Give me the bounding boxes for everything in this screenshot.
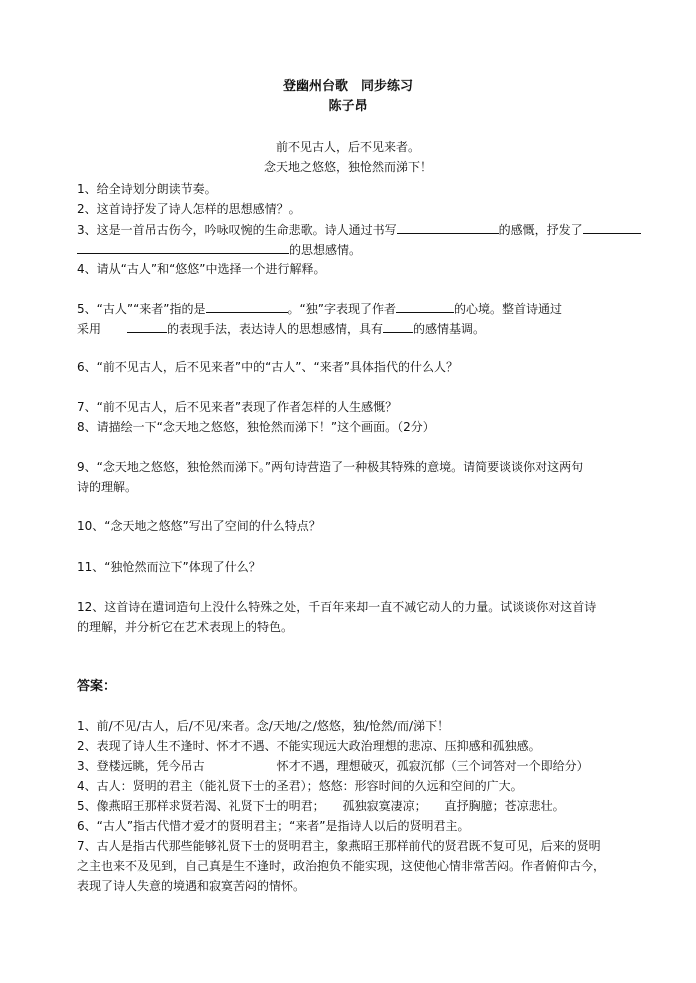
poem-line-2: 念天地之悠悠，独怆然而涕下！ — [263, 160, 432, 174]
question-1: 1、给全诗划分朗读节奏。 — [77, 182, 217, 196]
question-5-text-b: 。“独”字表现了作者 — [287, 302, 396, 316]
answer-4: 4、古人：贤明的君主（能礼贤下士的圣君）；悠悠：形容时间的久远和空间的广大。 — [77, 779, 523, 793]
worksheet-title: 登幽州台歌 同步练习 — [282, 79, 413, 94]
question-3-text-b: 的感慨，抒发了 — [498, 223, 583, 237]
answer-blank — [583, 221, 641, 234]
answer-blank — [206, 300, 288, 313]
question-5-line-1 — [77, 300, 562, 317]
question-3-line-2 — [77, 241, 361, 258]
question-5-text-a: 5、“古人”“来者”指的是 — [77, 302, 206, 316]
question-12-line-2: 的理解，并分析它在艺术表现上的特色。 — [77, 620, 294, 634]
question-12-line-1: 12、这首诗在遣词造句上没什么特殊之处，千百年来却一直不减它动人的力量。试谈谈你对这首诗 — [77, 600, 597, 614]
question-3-text-c: 的思想感情。 — [289, 243, 362, 257]
question-5-text-e: 的表现手法，表达诗人的思想感情，具有 — [167, 322, 384, 336]
question-5-line-2 — [77, 320, 485, 337]
answer-blank — [383, 320, 413, 333]
answer-7-line-3: 表现了诗人失意的境遇和寂寞苦闷的情怀。 — [77, 879, 306, 893]
question-5-text-f: 的感情基调。 — [413, 322, 486, 336]
answer-blank — [77, 241, 289, 254]
question-4: 4、请从“古人”和“悠悠”中选择一个进行解释。 — [77, 262, 326, 276]
answer-blank — [397, 221, 499, 234]
answer-blank — [396, 300, 454, 313]
author-name: 陈子昂 — [328, 99, 368, 114]
answer-blank — [127, 320, 167, 333]
question-11: 11、“独怆然而泣下”体现了什么？ — [77, 560, 261, 574]
question-8: 8、请描绘一下“念天地之悠悠，独怆然而涕下！”这个画面。（2分） — [77, 420, 435, 434]
question-3-text-a: 3、这是一首吊古伤今，吟咏叹惋的生命悲歌。诗人通过书写 — [77, 223, 397, 237]
answers-heading: 答案： — [77, 679, 117, 694]
answer-7-line-2: 之主也来不及见到，自己真是生不逢时，政治抱负不能实现，这使他心情非常苦闷。作者俯仰古今， — [77, 859, 606, 873]
question-5-text-c: 的心境。整首诗通过 — [453, 302, 562, 316]
answer-7-line-1: 7、古人是指古代那些能够礼贤下士的贤明君主，象燕昭王那样前代的贤君既不复可见，后来的贤明 — [77, 839, 601, 853]
question-2: 2、这首诗抒发了诗人怎样的思想感情？。 — [77, 202, 301, 216]
answer-1: 1、前/不见/古人，后/不见/来者。念/天地/之/悠悠，独/怆然/而/涕下！ — [77, 719, 450, 733]
answer-5: 5、像燕昭王那样求贤若渴、礼贤下士的明君； 孤独寂寞凄凉； 直抒胸臆；苍凉悲壮。 — [77, 799, 565, 813]
answer-2: 2、表现了诗人生不逢时、怀才不遇、不能实现远大政治理想的悲凉、压抑感和孤独感。 — [77, 739, 541, 753]
question-6: 6、“前不见古人，后不见来者”中的“古人”、“来者”具体指代的什么人？ — [77, 360, 458, 374]
answer-3: 3、登楼远眺，凭今吊古 怀才不遇，理想破灭，孤寂沉郁（三个词答对一个即给分） — [77, 759, 589, 773]
question-9-line-1: 9、“念天地之悠悠，独怆然而涕下。”两句诗营造了一种极其特殊的意境。请简要谈谈你对这两句 — [77, 460, 584, 474]
question-10: 10、“念天地之悠悠”写出了空间的什么特点？ — [77, 519, 321, 533]
question-5-text-d: 采用 — [77, 322, 102, 336]
answer-6: 6、“古人”指古代惜才爱才的贤明君主；“来者”是指诗人以后的贤明君主。 — [77, 819, 470, 833]
poem-line-1: 前不见古人，后不见来者。 — [275, 140, 420, 154]
question-3-line-1 — [77, 221, 641, 238]
question-9-line-2: 诗的理解。 — [77, 480, 138, 494]
question-7: 7、“前不见古人，后不见来者”表现了作者怎样的人生感慨？ — [77, 400, 398, 414]
